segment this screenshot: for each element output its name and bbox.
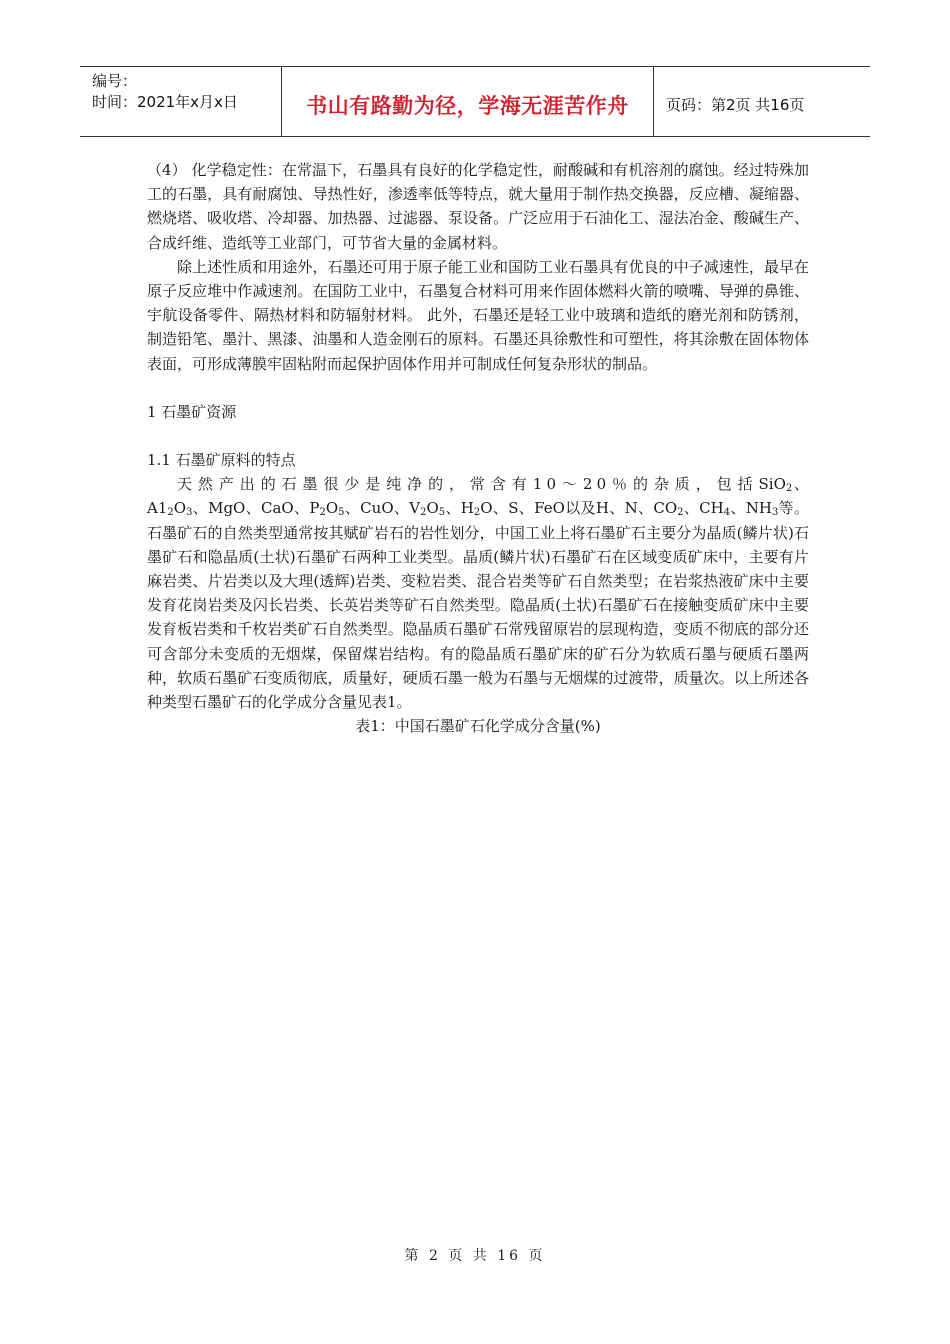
document-time-label: 时间：2021年x月x日 xyxy=(92,93,238,111)
paragraph-raw-material xyxy=(147,472,809,714)
header-motto: 书山有路勤为径，学海无涯苦作舟 xyxy=(281,67,654,136)
subsection-heading: 1.1 石墨矿原料的特点 xyxy=(147,451,296,470)
document-body xyxy=(147,158,809,738)
raw-material-description: 石墨矿石的自然类型通常按其赋矿岩石的岩性划分，中国工业上将石墨矿石主要分为晶质(鳞片状)石墨矿石和隐晶质(土状)石墨矿石两种工业类型。晶质(鳞片状)石墨矿石在区域变质矿床中，主要有片麻岩类、片岩类以及大理(透辉)岩类、变粒岩类、混合岩类等矿石自然类型；在岩浆热液矿床中主要发育花岗岩类及闪长岩类、长英岩类等矿石自然类型。隐晶质(土状)石墨矿石在接触变质矿床中主要发育板岩类和千枚岩类矿石自然类型。隐晶质石墨矿石常残留原岩的层现构造，变质不彻底的部分还可含部分未变质的无烟煤，保留煤岩结构。有的隐晶质石墨矿床的矿石分为软质石墨与硬质石墨两种，软质石墨矿石变质彻底，质量好，硬质石墨一般为石墨与无烟煤的过渡带，质量次。以上所述各种类型石墨矿石的化学成分含量见表1。 xyxy=(147,523,809,712)
page-header xyxy=(80,66,870,137)
section-heading: 1 石墨矿资源 xyxy=(147,402,237,421)
header-meta xyxy=(80,67,281,136)
raw-material-lead: 天然产出的石墨很少是纯净的，常含有10～20％的杂质，包括 xyxy=(177,475,759,494)
document-number-label: 编号： xyxy=(92,72,138,90)
header-page-info: 页码：第2页 共16页 xyxy=(666,96,805,114)
page-footer: 第 2 页 共 16 页 xyxy=(404,1248,546,1264)
paragraph-chemical-stability: （4） 化学稳定性：在常温下，石墨具有良好的化学稳定性，耐酸碱和有机溶剂的腐蚀。经过特殊加工的石墨，具有耐腐蚀、导热性好，渗透率低等特点，就大量用于制作热交换器，反应槽、凝缩器、燃烧塔、吸收塔、冷却器、加热器、过滤器、泵设备。广泛应用于石油化工、湿法冶金、酸碱生产、合成纤维、造纸等工业部门，可节省大量的金属材料。 xyxy=(147,161,809,252)
paragraph-other-uses: 除上述性质和用途外，石墨还可用于原子能工业和国防工业石墨具有优良的中子减速性，最早在原子反应堆中作减速剂。在国防工业中，石墨复合材料可用来作固体燃料火箭的喷嘴、导弹的鼻锥、宇航设备零件、隔热材料和防辐射材料。 此外，石墨还是轻工业中玻璃和造纸的磨光剂和防锈剂，制造铅笔、墨汁、黑漆、油墨和人造金刚石的原料。石墨还具徐敷性和可塑性，将其涂敷在固体物体表面，可形成薄膜牢固粘附而起保护固体作用并可制成任何复杂形状的制品。 xyxy=(147,257,809,373)
impurity-formula-list: SiO$_2$、$A1_2O_3$、MgO、CaO、$P_2O_5$、CuO、$V_2O_5$、$H_2O$、S、FeO以及H、N、$CO_2$、$CH_4$、$NH_3$等。 xyxy=(147,475,809,519)
table-caption: 表1：中国石墨矿石化学成分含量(%) xyxy=(355,717,601,736)
